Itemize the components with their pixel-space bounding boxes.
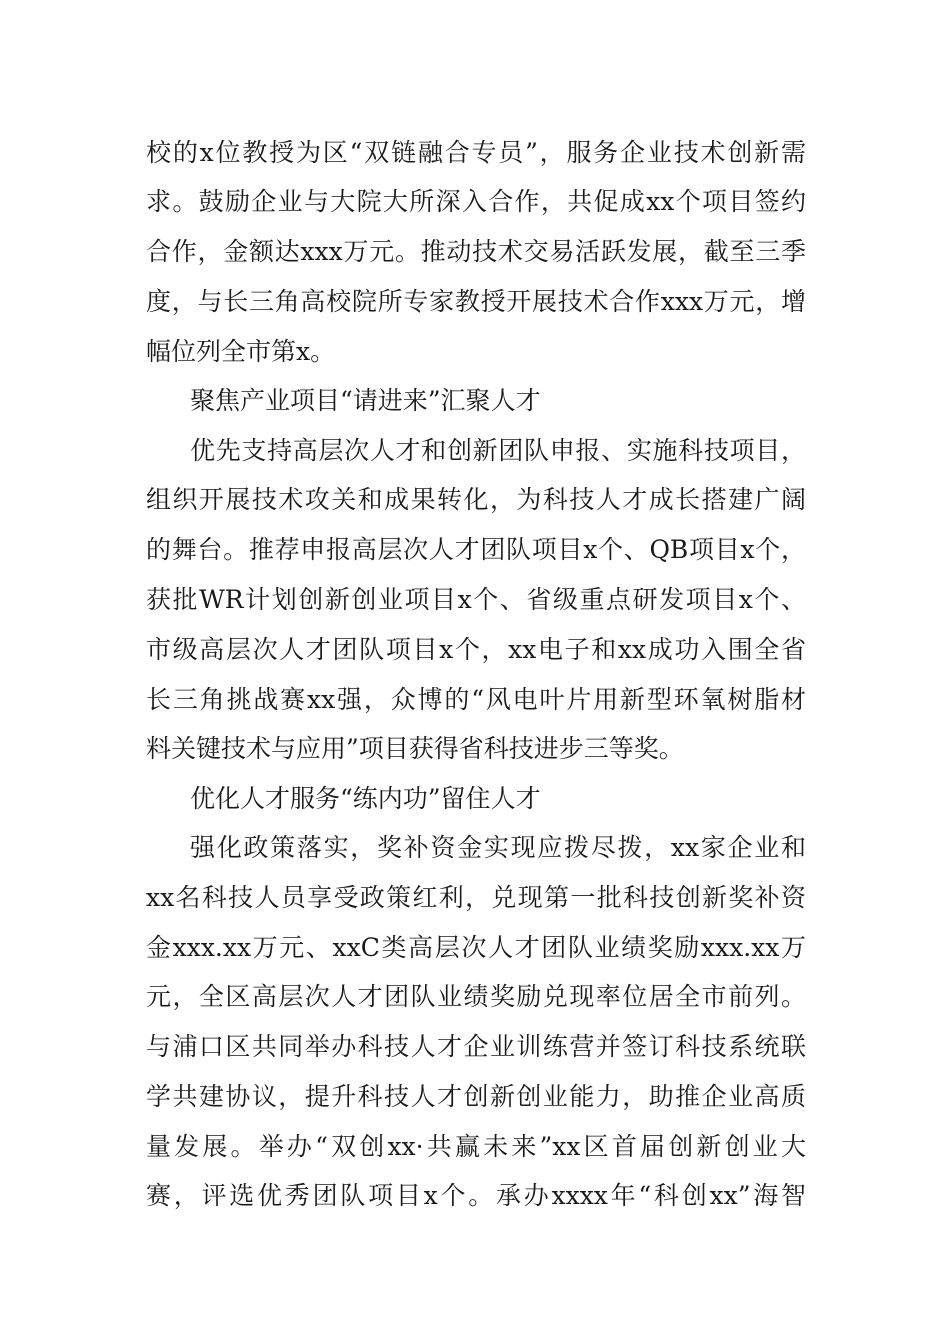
body-text-line: 获批WR计划创新创业项目x个、省级重点研发项目x个、 bbox=[146, 585, 806, 614]
body-text-line: 量发展。举办“双创xx·共赢未来”xx区首届创新创业大 bbox=[146, 1132, 806, 1161]
body-text-line: 幅位列全市第x。 bbox=[146, 337, 336, 366]
section-heading: 优化人才服务“练内功”留住人才 bbox=[190, 784, 541, 813]
body-text-line: 合作，金额达xxx万元。推动技术交易活跃发展，截至三季 bbox=[146, 237, 806, 266]
body-text-line: 赛，评选优秀团队项目x个。承办xxxx年“科创xx”海智 bbox=[146, 1181, 806, 1210]
body-text-line: 金xxx.xx万元、xxC类高层次人才团队业绩奖励xxx.xx万 bbox=[146, 933, 806, 962]
body-text-line: 料关键技术与应用”项目获得省科技进步三等奖。 bbox=[146, 734, 684, 763]
body-text-line: xx名科技人员享受政策红利，兑现第一批科技创新奖补资 bbox=[146, 883, 806, 912]
body-text-line: 与浦口区共同举办科技人才企业训练营并签订科技系统联 bbox=[146, 1032, 806, 1061]
body-text-line: 优先支持高层次人才和创新团队申报、实施科技项目， bbox=[190, 436, 806, 465]
body-text-line: 强化政策落实，奖补资金实现应拨尽拨，xx家企业和 bbox=[190, 833, 806, 862]
body-text-line: 校的x位教授为区“双链融合专员”，服务企业技术创新需 bbox=[146, 138, 806, 167]
body-text-line: 元，全区高层次人才团队业绩奖励兑现率位居全市前列。 bbox=[146, 982, 806, 1011]
body-text-line: 的舞台。推荐申报高层次人才团队项目x个、QB项目x个， bbox=[146, 535, 806, 564]
body-text-line: 组织开展技术攻关和成果转化，为科技人才成长搭建广阔 bbox=[146, 485, 806, 514]
body-text-line: 市级高层次人才团队项目x个，xx电子和xx成功入围全省 bbox=[146, 635, 806, 664]
section-heading: 聚焦产业项目“请进来”汇聚人才 bbox=[190, 386, 541, 415]
body-text-line: 长三角挑战赛xx强，众博的“风电叶片用新型环氧树脂材 bbox=[146, 685, 806, 714]
body-text-line: 度，与长三角高校院所专家教授开展技术合作xxx万元，增 bbox=[146, 287, 806, 316]
body-text-line: 学共建协议，提升科技人才创新创业能力，助推企业高质 bbox=[146, 1082, 806, 1111]
body-text-line: 求。鼓励企业与大院大所深入合作，共促成xx个项目签约 bbox=[146, 187, 806, 216]
